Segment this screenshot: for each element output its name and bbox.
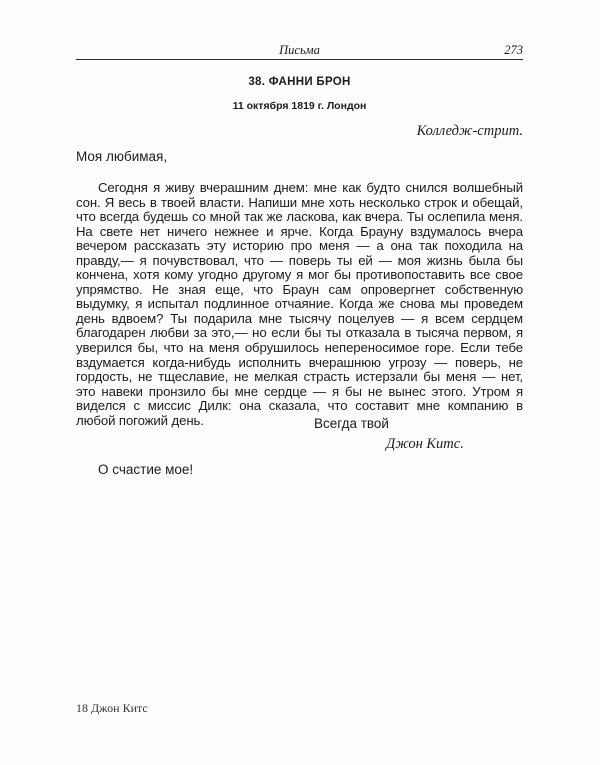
letter-salutation: Моя любимая, bbox=[76, 149, 168, 164]
letter-address: Колледж-стрит. bbox=[416, 123, 523, 139]
letter-body: Сегодня я живу вчерашним днем: мне как будто снился волшебный сон. Я весь в твоей власти. Напиши мне хоть несколько строк и обещай, что всегда будешь со мной так же ласкова, как вчера. Ты ослепила меня. На свете нет ничего нежнее и ярче. Когда Брауну вздумалось вчера вечером рассказать эту историю про меня — а она так походила на правду,— я почувствовал, что — поверь ты ей — моя жизнь была бы кончена, хотя кому угодно другому я мог бы противопоставить все свое упрямство. Не зная еще, что Браун сам опровергнет собственную выдумку, я испытал подлинное отчаяние. Когда же снова мы проведем день вдвоем? Ты подарила мне тысячу поцелуев — я всем сердцем благодарен любви за это,— но если бы ты отказала в тысяча первом, я уверился бы, что на меня обрушилось непереносимое горе. Если тебе вздумается когда-нибудь исполнить вчерашнюю угрозу — поверь, не гордость, не тщеславие, не мелкая страсть истерзали бы меня — нет, это навеки пронзило бы мне сердце — я бы не вынес этого. Утром я виделся с миссис Дилк: она сказала, что составит мне компанию в любой погожий день. bbox=[76, 180, 523, 428]
printer-signature-mark: 18 Джон Китс bbox=[76, 701, 148, 715]
letter-title: 38. ФАННИ БРОН bbox=[248, 76, 351, 88]
running-head bbox=[76, 40, 523, 60]
page-number: 273 bbox=[504, 43, 523, 57]
header-rule bbox=[76, 59, 523, 60]
letter-closing: Всегда твой bbox=[314, 416, 389, 431]
letter-signature: Джон Китс. bbox=[386, 436, 464, 452]
running-head-section: Письма bbox=[279, 43, 320, 57]
letter-postscript: О счастие мое! bbox=[98, 462, 194, 477]
letter-date-place: 11 октября 1819 г. Лондон bbox=[232, 100, 367, 112]
